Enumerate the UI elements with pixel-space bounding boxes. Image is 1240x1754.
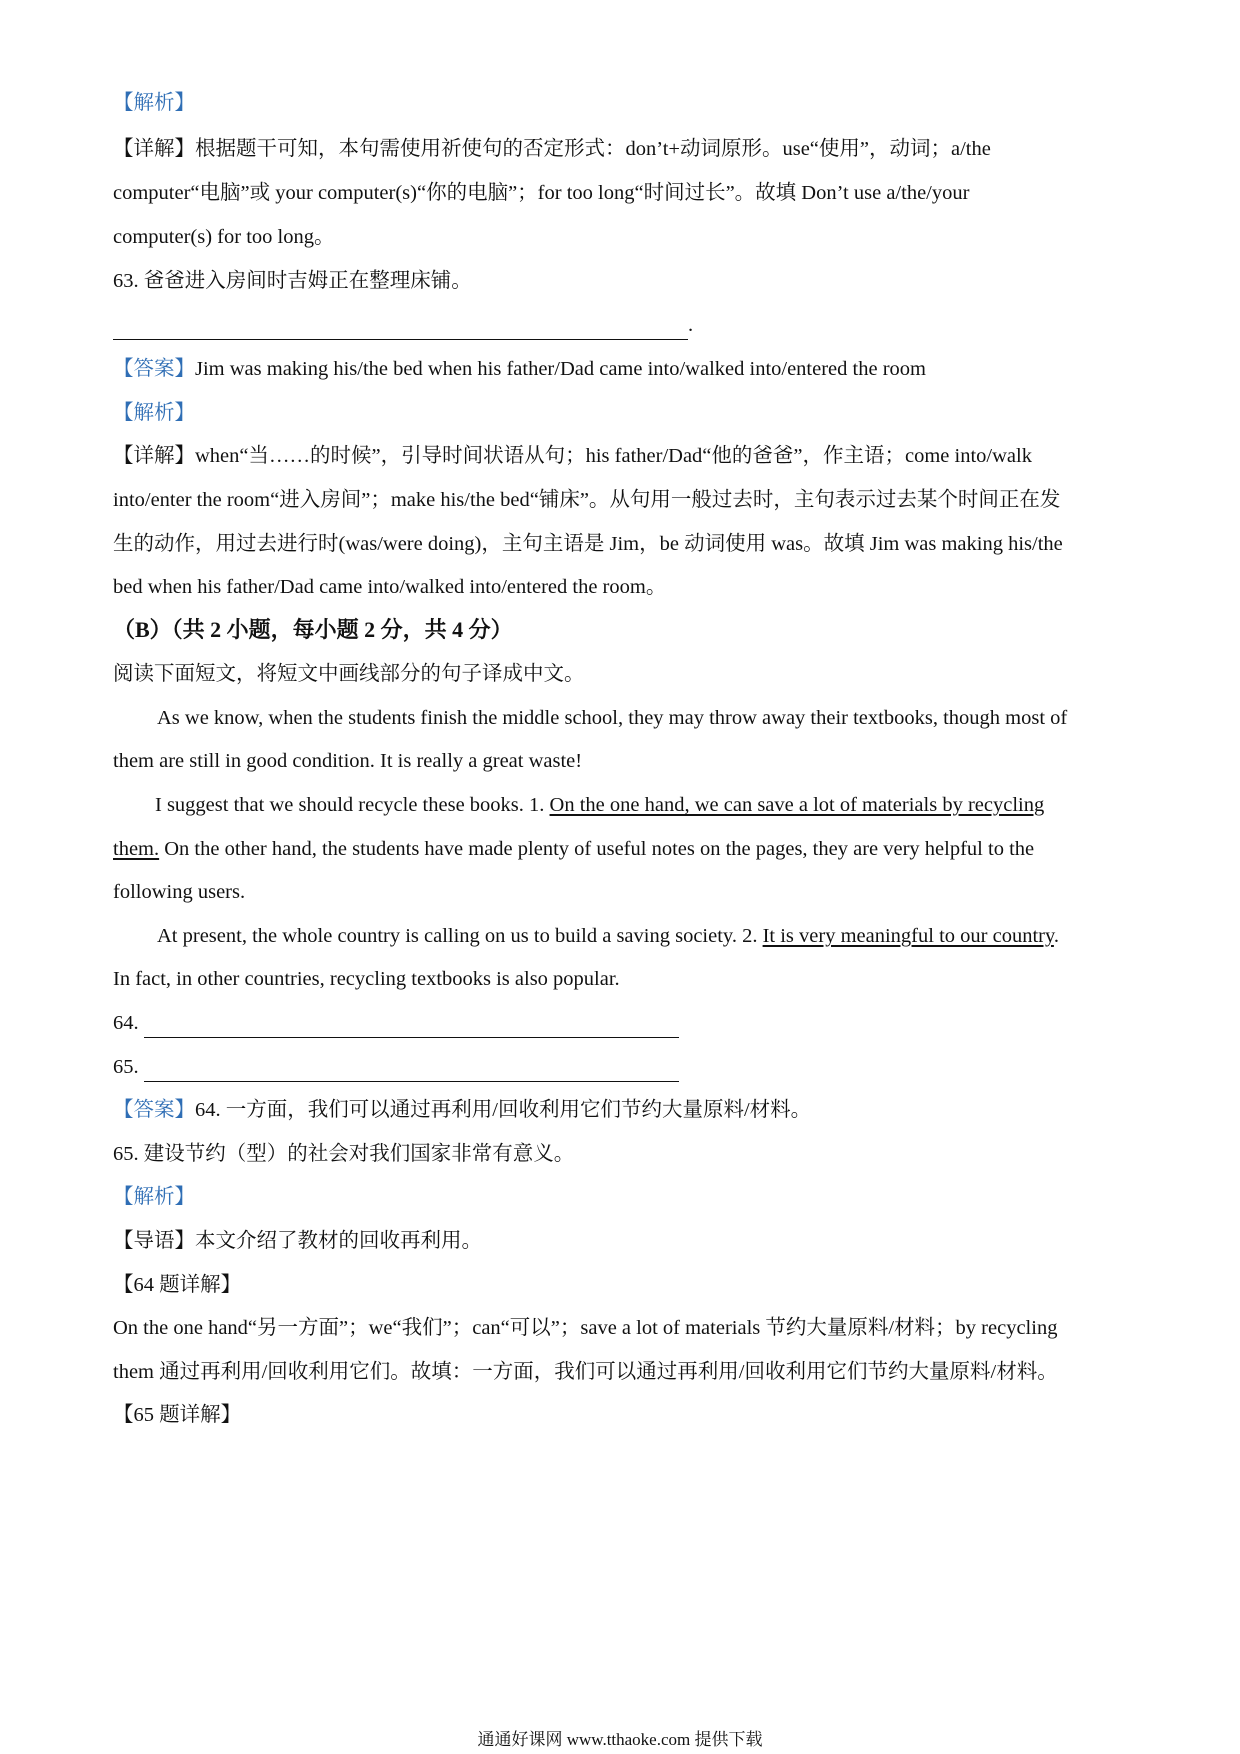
detail-text: 根据题干可知，本句需使用祈使句的否定形式：don’t+动词原形。use“使用”，动词；a/the xyxy=(195,138,991,160)
q64-blank xyxy=(113,1008,1133,1038)
passage-text: On the other hand, the students have made plenty of useful notes on the pages, they are very helpful to the xyxy=(159,838,1035,860)
q64-detail-line-2: them 通过再利用/回收利用它们。故填：一方面，我们可以通过再利用/回收利用它们节约大量原料/材料。 xyxy=(113,1361,1058,1383)
q62-detail-line-3: computer(s) for too long。 xyxy=(113,226,335,248)
answer-text: Jim was making his/the bed when his father/Dad came into/walked into/entered the room xyxy=(195,358,926,380)
answer-blank-line xyxy=(144,1059,679,1082)
q63-detail-line-1 xyxy=(113,441,1133,471)
answer-64 xyxy=(113,1095,1133,1125)
analysis-tag: 【解析】 xyxy=(113,92,195,114)
q63-detail-line-3: 生的动作，用过去进行时(was/were doing)，主句主语是 Jim，be 动词使用 was。故填 Jim was making his/the xyxy=(113,533,1063,555)
passage-p2-line-1 xyxy=(155,790,1175,820)
q62-detail-line-1 xyxy=(113,134,1133,164)
detail-tag: 【详解】 xyxy=(113,445,195,467)
passage-text: . xyxy=(1053,925,1060,947)
q64-detail-head: 【64 题详解】 xyxy=(113,1274,242,1296)
q65-detail-head: 【65 题详解】 xyxy=(113,1404,242,1426)
answer-65: 65. 建设节约（型）的社会对我们国家非常有意义。 xyxy=(113,1143,575,1165)
question-number: 64. xyxy=(113,1012,139,1034)
passage-text: I suggest that we should recycle these books. 1. xyxy=(155,794,550,816)
passage-p2-line-2 xyxy=(113,834,1133,864)
passage-p3-line-1 xyxy=(157,921,1133,951)
underlined-sentence-1-end: them. xyxy=(113,838,160,860)
page-footer: 通通好课网 www.tthaoke.com 提供下载 xyxy=(477,1730,763,1749)
q63-answer xyxy=(113,354,1133,384)
answer-tag: 【答案】 xyxy=(113,1099,195,1121)
q65-blank xyxy=(113,1052,1133,1082)
passage-p3-line-2: In fact, in other countries, recycling textbooks is also popular. xyxy=(113,968,620,990)
answer-text: 64. 一方面，我们可以通过再利用/回收利用它们节约大量原料/材料。 xyxy=(195,1099,812,1121)
q63-answer-blank xyxy=(113,310,1133,340)
answer-blank-line xyxy=(113,317,688,340)
detail-tag: 【详解】 xyxy=(113,138,195,160)
answer-tag: 【答案】 xyxy=(113,358,195,380)
underlined-sentence-2: It is very meaningful to our country xyxy=(762,925,1054,947)
blank-period: . xyxy=(688,314,694,336)
q63-prompt: 63. 爸爸进入房间时吉姆正在整理床铺。 xyxy=(113,270,472,292)
q62-detail-line-2: computer“电脑”或 your computer(s)“你的电脑”；for too long“时间过长”。故填 Don’t use a/the/your xyxy=(113,182,970,204)
q64-detail-line-1: On the one hand“另一方面”；we“我们”；can“可以”；save a lot of materials 节约大量原料/材料；by recycling xyxy=(113,1317,1058,1339)
section-b-heading: （B）（共 2 小题，每小题 2 分，共 4 分） xyxy=(113,617,513,642)
passage-p2-line-3: following users. xyxy=(113,881,246,903)
q63-detail-line-4: bed when his father/Dad came into/walked into/entered the room。 xyxy=(113,576,667,598)
q63-detail-line-2: into/enter the room“进入房间”；make his/the bed“铺床”。从句用一般过去时，主句表示过去某个时间正在发 xyxy=(113,489,1061,511)
guide-text: 【导语】本文介绍了教材的回收再利用。 xyxy=(113,1230,482,1252)
question-number: 65. xyxy=(113,1056,139,1078)
detail-text: when“当……的时候”，引导时间状语从句；his father/Dad“他的爸爸”，作主语；come into/walk xyxy=(195,445,1032,467)
analysis-tag-2: 【解析】 xyxy=(113,402,195,424)
passage-p1-line-1: As we know, when the students finish the middle school, they may throw away their textbooks, though most of xyxy=(157,707,1068,729)
analysis-tag-3: 【解析】 xyxy=(113,1186,195,1208)
underlined-sentence-1: On the one hand, we can save a lot of materials by recycling xyxy=(549,794,1045,816)
answer-blank-line xyxy=(144,1015,679,1038)
passage-text: At present, the whole country is calling on us to build a saving society. 2. xyxy=(157,925,763,947)
section-b-instruction: 阅读下面短文，将短文中画线部分的句子译成中文。 xyxy=(113,663,585,685)
passage-p1-line-2: them are still in good condition. It is really a great waste! xyxy=(113,750,583,772)
